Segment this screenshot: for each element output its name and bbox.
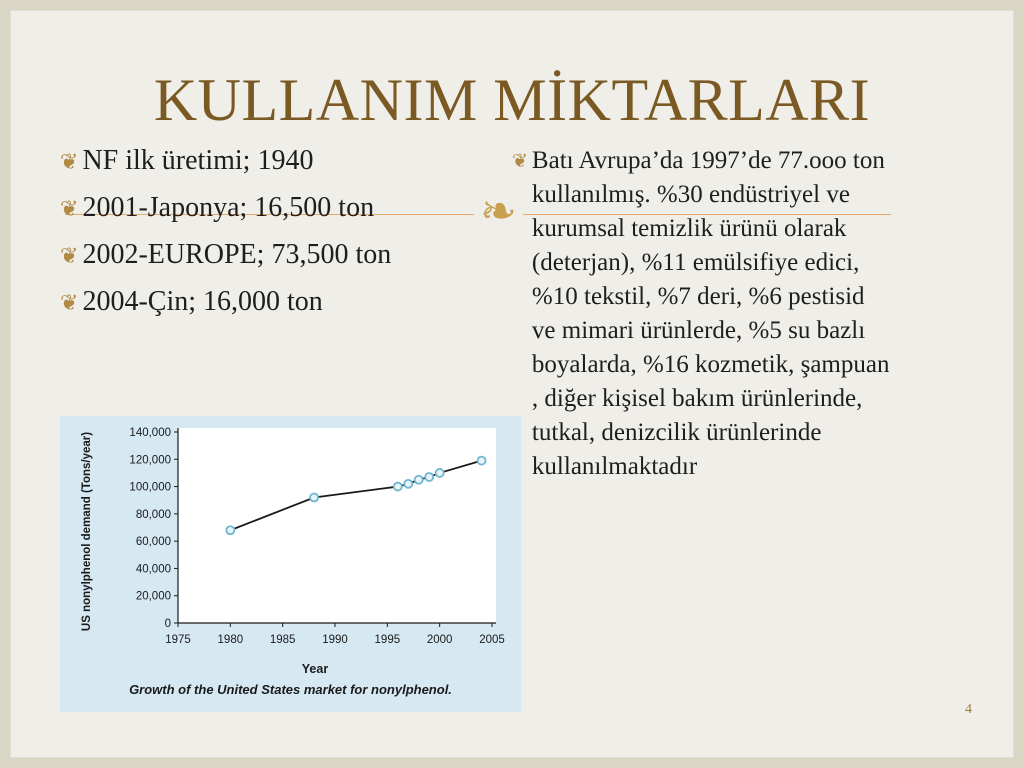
x-tick-label: 1975: [165, 634, 191, 646]
fleuron-icon: ❧: [474, 188, 523, 236]
bullet-text: NF ilk üretimi; 1940: [82, 145, 314, 176]
y-tick-label: 60,000: [135, 536, 171, 549]
slide-title: KULLANIM MİKTARLARI: [153, 67, 871, 133]
bullet-text: 2004-Çin; 16,000 ton: [82, 286, 323, 317]
y-tick-label: 140,000: [129, 427, 171, 439]
book-bullet-icon: ❦: [60, 196, 79, 221]
right-bullet-text: Batı Avrupa’da 1997’de 77.ooo ton kullanılmış. %30 endüstriyel ve kurumsal temizlik ürünü olarak (deterjan), %11 emülsifiye edici, %10 tekstil, %7 deri, %6 pestisid ve mimari ürünlerde, %5 su bazlı boyalarda, %16 kozmetik, şampuan , diğer kişisel bakım ürünlerinde, tutkal, denizcilik ürünlerinde kullanılmaktadır: [531, 147, 890, 480]
left-bullet-list: [60, 144, 460, 332]
y-tick-label: 20,000: [135, 590, 171, 603]
data-point: [478, 457, 486, 465]
x-tick-label: 1990: [322, 634, 348, 646]
chart-figure: [60, 416, 521, 712]
x-tick-label: 1985: [269, 634, 296, 646]
bullet-text: 2002-EUROPE; 73,500 ton: [82, 239, 392, 270]
data-point: [310, 493, 318, 501]
list-item: [60, 238, 460, 273]
y-tick-label: 80,000: [135, 508, 171, 521]
list-item: [60, 285, 460, 320]
x-tick-label: 1995: [374, 634, 401, 646]
y-tick-label: 0: [164, 618, 171, 630]
page-number: 4: [965, 702, 972, 717]
data-point: [425, 473, 433, 481]
y-tick-label: 40,000: [135, 563, 171, 576]
bullet-text: 2001-Japonya; 16,500 ton: [82, 192, 375, 223]
data-point: [436, 469, 444, 477]
y-tick-label: 120,000: [129, 454, 171, 467]
book-bullet-icon: ❦: [512, 151, 528, 172]
list-item: [60, 191, 460, 226]
line-chart: [60, 416, 521, 712]
chart-caption: Growth of the United States market for nonylphenol.: [129, 682, 452, 697]
list-item: [60, 144, 460, 179]
y-tick-label: 100,000: [129, 481, 171, 494]
book-bullet-icon: ❦: [60, 290, 79, 315]
plot-area: [178, 428, 496, 623]
book-bullet-icon: ❦: [60, 149, 79, 174]
book-bullet-icon: ❦: [60, 243, 79, 268]
right-bullet: [512, 144, 892, 484]
x-tick-label: 2005: [479, 634, 505, 646]
x-tick-label: 1980: [217, 634, 244, 646]
data-point: [394, 483, 402, 491]
data-point: [404, 480, 412, 488]
x-axis-label: Year: [301, 662, 329, 676]
data-point: [415, 476, 423, 484]
data-point: [226, 526, 234, 534]
x-tick-label: 2000: [426, 634, 453, 646]
y-axis-label: US nonylphenol demand (Tons/year): [81, 431, 93, 632]
